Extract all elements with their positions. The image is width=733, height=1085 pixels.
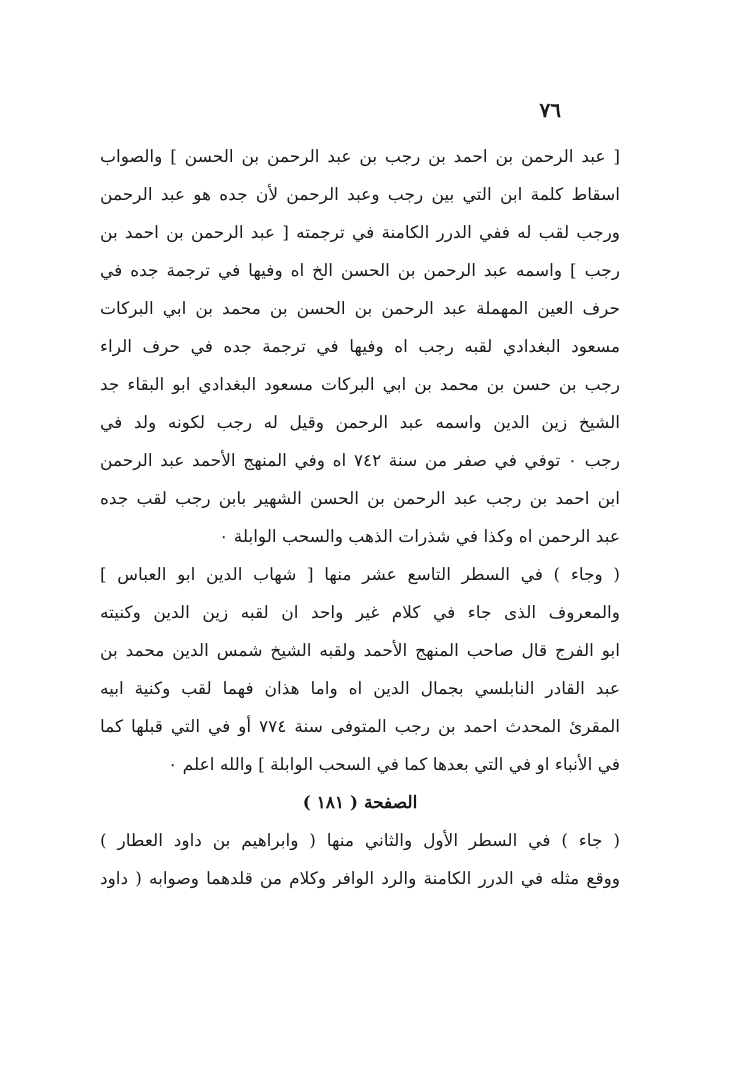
text-line: رجب بن حسن بن محمد بن ابي البركات مسعود البغدادي ابو البقاء جد (100, 375, 620, 395)
text-line: الشيخ زين الدين واسمه عبد الرحمن وقيل له رجب لكونه ولد في (100, 413, 620, 433)
text-line: والمعروف الذى جاء في كلام غير واحد ان لقبه زين الدين وكنيته (100, 603, 620, 623)
text-line: [ عبد الرحمن بن احمد بن رجب بن عبد الرحمن بن الحسن ] والصواب (100, 147, 620, 167)
text-line: حرف العين المهملة عبد الرحمن بن الحسن بن محمد بن ابي البركات (100, 299, 620, 319)
page-number: ٧٦ (539, 98, 561, 122)
text-line: ( جاء ) في السطر الأول والثاني منها ( وابراهيم بن داود العطار ) (100, 831, 620, 851)
text-line: ( وجاء ) في السطر التاسع عشر منها [ شهاب الدين ابو العباس ] (100, 565, 620, 585)
text-line: رجب ٠ توفي في صفر من سنة ٧٤٢ اه وفي المنهج الأحمد عبد الرحمن (100, 451, 620, 471)
text-line: اسقاط كلمة ابن التي بين رجب وعبد الرحمن لأن جده هو عبد الرحمن (100, 185, 620, 205)
text-line: في الأنباء او في التي بعدها كما في السحب الوابلة ] والله اعلم ٠ (168, 755, 620, 775)
text-line: عبد القادر النابلسي بجمال الدين اه واما هذان فهما لقب وكنية ابيه (100, 679, 620, 699)
body-text (100, 138, 620, 898)
text-line: المقرئ المحدث احمد بن رجب المتوفى سنة ٧٧٤ أو في التي قبلها كما (100, 717, 620, 737)
text-line: ابو الفرج قال صاحب المنهج الأحمد ولقبه الشيخ شمس الدين محمد بن (100, 641, 620, 661)
text-line: ورجب لقب له ففي الدرر الكامنة في ترجمته [ عبد الرحمن بن احمد بن (100, 223, 620, 243)
text-line: رجب ] واسمه عبد الرحمن بن الحسن الخ اه وفيها في ترجمة جده في (100, 261, 620, 281)
text-line: ابن احمد بن رجب عبد الرحمن بن الحسن الشهير بابن رجب لقب جده (100, 489, 620, 509)
text-line: ووقع مثله في الدرر الكامنة والرد الوافر وكلام من قلدهما وصوابه ( داود (100, 869, 620, 889)
text-line: عبد الرحمن اه وكذا في شذرات الذهب والسحب الوابلة ٠ (219, 527, 620, 547)
section-heading: الصفحة ( ١٨١ ) (302, 793, 418, 813)
text-line: مسعود البغدادي لقبه رجب اه وفيها في ترجمة جده في حرف الراء (100, 337, 620, 357)
